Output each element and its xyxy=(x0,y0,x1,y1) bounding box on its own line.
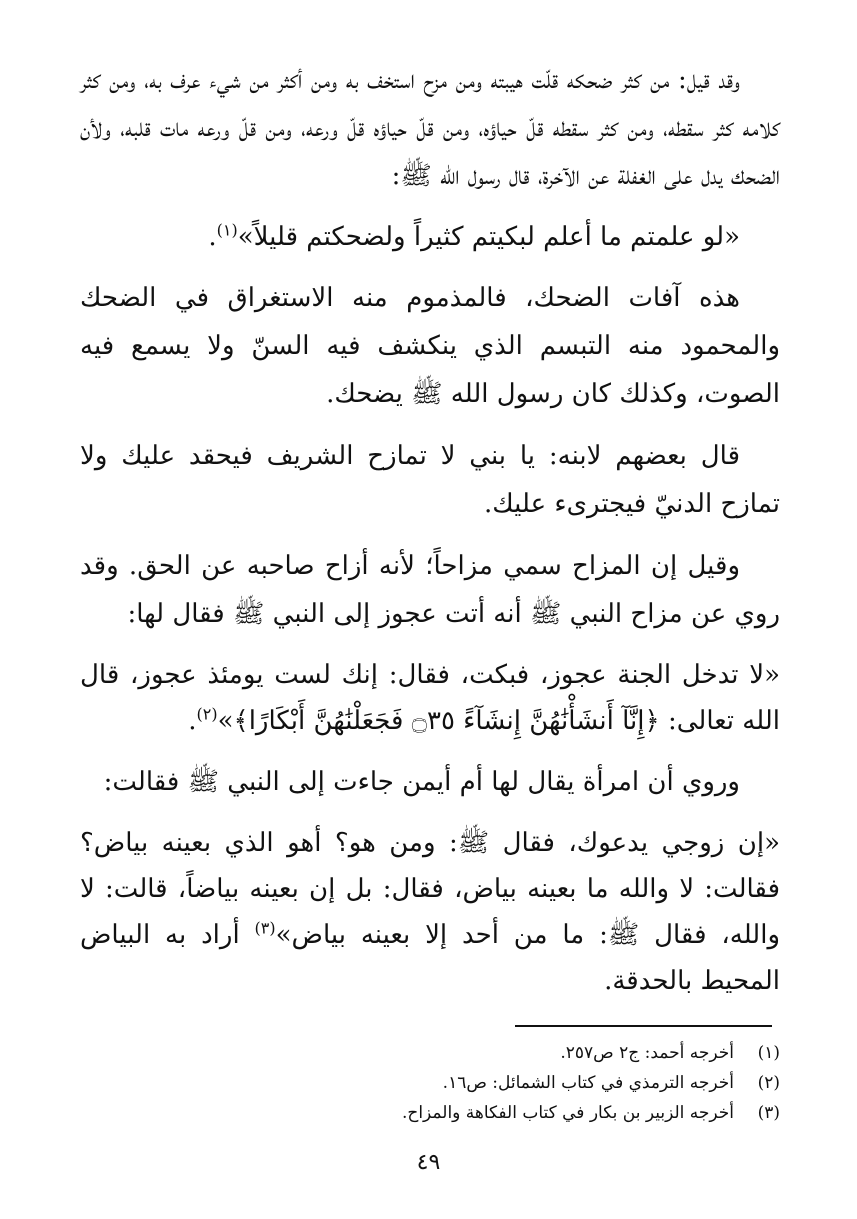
footnote-3 xyxy=(80,1098,780,1128)
footnote-text: أخرجه أحمد: ج٢ ص٢٥٧. xyxy=(560,1043,734,1063)
paragraph-2: هذه آفات الضحك، فالمذموم منه الاستغراق في الضحك والمحمود منه التبسم الذي ينكشف فيه السنّ ولا يسمع فيه الصوت، وكذلك كان رسول الله ﷺ يضحك. xyxy=(80,283,780,409)
hadith-quote-2-text: «لا تدخل الجنة عجوز، فبكت، فقال: إنك لست يومئذ عجوز، قال الله تعالى: ﴿إِنَّآ أَنشَأْنَٰهُنَّ إِنشَآءً ۝٣٥ فَجَعَلْنَٰهُنَّ أَبْكَارًا﴾» xyxy=(80,660,780,736)
footnote-text: أخرجه الترمذي في كتاب الشمائل: ص١٦. xyxy=(442,1073,734,1093)
paragraph-3: قال بعضهم لابنه: يا بني لا تمازح الشريف فيحقد عليك ولا تمازح الدنيّ فيجترىء عليك. xyxy=(80,441,780,519)
hadith-quote-1-text: «لو علمتم ما أعلم لبكيتم كثيراً ولضحكتم قليلاً» xyxy=(237,222,740,252)
hadith-quote-3-tail: أراد به البياض المحيط بالحدقة. xyxy=(80,920,780,996)
footnote-1 xyxy=(80,1038,780,1068)
hadith-quote-2-tail: . xyxy=(188,706,197,736)
hadith-quote-1 xyxy=(80,214,780,260)
paragraph-4: وقيل إن المزاح سمي مزاحاً؛ لأنه أزاح صاحبه عن الحق. وقد روي عن مزاح النبي ﷺ أنه أتت عجوز إلى النبي ﷺ فقال لها: xyxy=(80,551,780,629)
footnote-number: (١) xyxy=(757,1043,780,1063)
paragraph-5: وروي أن امرأة يقال لها أم أيمن جاءت إلى النبي ﷺ فقالت: xyxy=(103,767,740,797)
footnote-ref-3: (٣) xyxy=(254,918,276,938)
footnote-text: أخرجه الزبير بن بكار في كتاب الفكاهة والمزاح. xyxy=(401,1103,734,1123)
footnote-2 xyxy=(80,1068,780,1098)
footnote-number: (٣) xyxy=(757,1103,780,1123)
footnote-ref-1: (١) xyxy=(216,220,238,240)
page-number: ٤٩ xyxy=(416,1150,441,1175)
hadith-quote-3-text: «إن زوجي يدعوك، فقال ﷺ: ومن هو؟ أهو الذي بعينه بياض؟ فقالت: لا والله ما بعينه بياض، فقال: بل إن بعينه بياضاً، قالت: لا والله، فقال ﷺ: ما من أحد إلا بعينه بياض» xyxy=(80,828,780,950)
hadith-quote-3 xyxy=(80,820,780,1004)
hadith-quote-1-tail: . xyxy=(208,222,217,252)
footnote-number: (٢) xyxy=(757,1073,780,1093)
footnotes xyxy=(80,1038,780,1128)
footnote-ref-2: (٢) xyxy=(196,704,218,724)
paragraph-1: وقد قيل: من كثر ضحكه قلّت هيبته ومن مزح استخف به ومن أكثر من شيء عرف به، ومن كثر كلامه كثر سقطه، ومن كثر سقطه قلّ حياؤه، ومن قلّ حياؤه قلّ ورعه، ومن قلّ ورعه مات قلبه، ولأن الضحك يدل على الغفلة عن الآخرة، قال رسول الله ﷺ: xyxy=(80,65,780,191)
footnote-divider xyxy=(515,1025,772,1027)
hadith-quote-2 xyxy=(80,652,780,744)
page-body xyxy=(80,56,780,1018)
